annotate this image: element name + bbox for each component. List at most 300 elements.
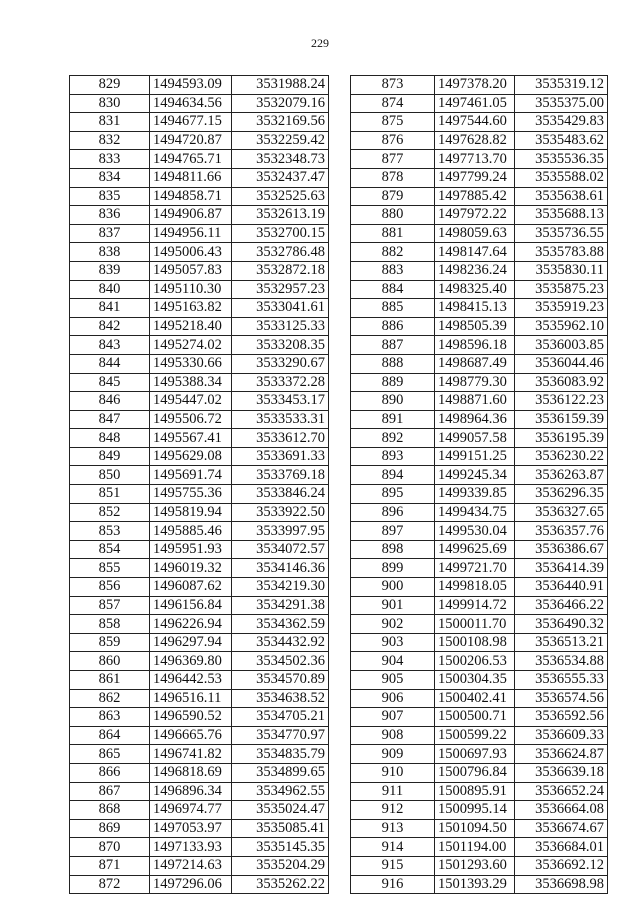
x-coordinate-cell: 1500796.84 (435, 763, 515, 782)
point-number-cell: 898 (351, 540, 435, 559)
x-coordinate-cell: 1496516.11 (150, 689, 232, 708)
y-coordinate-cell: 3535085.41 (232, 819, 329, 838)
x-coordinate-cell: 1494677.15 (150, 113, 232, 132)
x-coordinate-cell: 1497053.97 (150, 819, 232, 838)
coordinate-table-right-body (351, 76, 608, 894)
table-row (351, 503, 608, 522)
y-coordinate-cell: 3533997.95 (232, 522, 329, 541)
y-coordinate-cell: 3536159.39 (515, 410, 608, 429)
table-row (351, 485, 608, 504)
table-row (70, 615, 329, 634)
point-number-cell: 897 (351, 522, 435, 541)
y-coordinate-cell: 3536490.32 (515, 615, 608, 634)
table-row (351, 447, 608, 466)
x-coordinate-cell: 1496087.62 (150, 578, 232, 597)
table-row (351, 652, 608, 671)
x-coordinate-cell: 1497461.05 (435, 94, 515, 113)
table-row (70, 838, 329, 857)
y-coordinate-cell: 3534835.79 (232, 745, 329, 764)
y-coordinate-cell: 3533691.33 (232, 447, 329, 466)
table-row (351, 838, 608, 857)
y-coordinate-cell: 3533453.17 (232, 392, 329, 411)
point-number-cell: 864 (70, 726, 150, 745)
y-coordinate-cell: 3536230.22 (515, 447, 608, 466)
y-coordinate-cell: 3532437.47 (232, 168, 329, 187)
x-coordinate-cell: 1498059.63 (435, 224, 515, 243)
x-coordinate-cell: 1498505.39 (435, 317, 515, 336)
point-number-cell: 905 (351, 671, 435, 690)
x-coordinate-cell: 1495506.72 (150, 410, 232, 429)
table-row (70, 726, 329, 745)
x-coordinate-cell: 1497799.24 (435, 168, 515, 187)
x-coordinate-cell: 1497885.42 (435, 187, 515, 206)
table-row (70, 76, 329, 95)
x-coordinate-cell: 1495755.36 (150, 485, 232, 504)
x-coordinate-cell: 1495885.46 (150, 522, 232, 541)
x-coordinate-cell: 1499530.04 (435, 522, 515, 541)
x-coordinate-cell: 1501194.00 (435, 838, 515, 857)
y-coordinate-cell: 3535919.23 (515, 299, 608, 318)
x-coordinate-cell: 1499818.05 (435, 578, 515, 597)
table-row (70, 856, 329, 875)
y-coordinate-cell: 3536639.18 (515, 763, 608, 782)
point-number-cell: 901 (351, 596, 435, 615)
point-number-cell: 885 (351, 299, 435, 318)
x-coordinate-cell: 1499721.70 (435, 559, 515, 578)
x-coordinate-cell: 1495691.74 (150, 466, 232, 485)
y-coordinate-cell: 3536044.46 (515, 354, 608, 373)
table-row (70, 596, 329, 615)
point-number-cell: 875 (351, 113, 435, 132)
point-number-cell: 881 (351, 224, 435, 243)
x-coordinate-cell: 1496818.69 (150, 763, 232, 782)
point-number-cell: 841 (70, 299, 150, 318)
y-coordinate-cell: 3532079.16 (232, 94, 329, 113)
table-row (70, 94, 329, 113)
y-coordinate-cell: 3534146.36 (232, 559, 329, 578)
point-number-cell: 906 (351, 689, 435, 708)
table-row (351, 280, 608, 299)
x-coordinate-cell: 1494811.66 (150, 168, 232, 187)
y-coordinate-cell: 3535262.22 (232, 875, 329, 894)
y-coordinate-cell: 3535962.10 (515, 317, 608, 336)
point-number-cell: 845 (70, 373, 150, 392)
y-coordinate-cell: 3536357.76 (515, 522, 608, 541)
y-coordinate-cell: 3536664.08 (515, 801, 608, 820)
point-number-cell: 853 (70, 522, 150, 541)
point-number-cell: 867 (70, 782, 150, 801)
table-row (351, 875, 608, 894)
x-coordinate-cell: 1495951.93 (150, 540, 232, 559)
y-coordinate-cell: 3532700.15 (232, 224, 329, 243)
table-row (70, 224, 329, 243)
x-coordinate-cell: 1496226.94 (150, 615, 232, 634)
y-coordinate-cell: 3534502.36 (232, 652, 329, 671)
y-coordinate-cell: 3535638.61 (515, 187, 608, 206)
y-coordinate-cell: 3536263.87 (515, 466, 608, 485)
x-coordinate-cell: 1500304.35 (435, 671, 515, 690)
table-row (351, 615, 608, 634)
x-coordinate-cell: 1499434.75 (435, 503, 515, 522)
x-coordinate-cell: 1498596.18 (435, 336, 515, 355)
point-number-cell: 909 (351, 745, 435, 764)
y-coordinate-cell: 3534219.30 (232, 578, 329, 597)
page-number: 229 (311, 36, 329, 50)
table-row (351, 317, 608, 336)
table-row (351, 559, 608, 578)
x-coordinate-cell: 1496974.77 (150, 801, 232, 820)
table-row (351, 336, 608, 355)
x-coordinate-cell: 1498871.60 (435, 392, 515, 411)
point-number-cell: 878 (351, 168, 435, 187)
y-coordinate-cell: 3532348.73 (232, 150, 329, 169)
table-row (70, 168, 329, 187)
table-row (351, 131, 608, 150)
point-number-cell: 908 (351, 726, 435, 745)
table-row (351, 578, 608, 597)
table-row (351, 206, 608, 225)
x-coordinate-cell: 1499057.58 (435, 429, 515, 448)
y-coordinate-cell: 3532169.56 (232, 113, 329, 132)
table-row (351, 596, 608, 615)
point-number-cell: 832 (70, 131, 150, 150)
y-coordinate-cell: 3534899.65 (232, 763, 329, 782)
table-row (70, 763, 329, 782)
y-coordinate-cell: 3536609.33 (515, 726, 608, 745)
point-number-cell: 856 (70, 578, 150, 597)
x-coordinate-cell: 1498325.40 (435, 280, 515, 299)
x-coordinate-cell: 1499151.25 (435, 447, 515, 466)
y-coordinate-cell: 3534638.52 (232, 689, 329, 708)
x-coordinate-cell: 1495006.43 (150, 243, 232, 262)
x-coordinate-cell: 1500011.70 (435, 615, 515, 634)
x-coordinate-cell: 1497133.93 (150, 838, 232, 857)
y-coordinate-cell: 3536692.12 (515, 856, 608, 875)
table-row (70, 745, 329, 764)
x-coordinate-cell: 1494858.71 (150, 187, 232, 206)
point-number-cell: 880 (351, 206, 435, 225)
y-coordinate-cell: 3536195.39 (515, 429, 608, 448)
point-number-cell: 873 (351, 76, 435, 95)
table-row (70, 875, 329, 894)
point-number-cell: 896 (351, 503, 435, 522)
y-coordinate-cell: 3536296.35 (515, 485, 608, 504)
x-coordinate-cell: 1499914.72 (435, 596, 515, 615)
table-row (351, 168, 608, 187)
point-number-cell: 893 (351, 447, 435, 466)
point-number-cell: 876 (351, 131, 435, 150)
table-row (70, 578, 329, 597)
point-number-cell: 862 (70, 689, 150, 708)
table-row (70, 131, 329, 150)
y-coordinate-cell: 3535319.12 (515, 76, 608, 95)
x-coordinate-cell: 1495330.66 (150, 354, 232, 373)
table-row (351, 522, 608, 541)
y-coordinate-cell: 3532525.63 (232, 187, 329, 206)
point-number-cell: 859 (70, 633, 150, 652)
point-number-cell: 879 (351, 187, 435, 206)
table-row (70, 243, 329, 262)
point-number-cell: 843 (70, 336, 150, 355)
x-coordinate-cell: 1494956.11 (150, 224, 232, 243)
y-coordinate-cell: 3535736.55 (515, 224, 608, 243)
coordinate-table-right (350, 75, 608, 894)
table-row (351, 671, 608, 690)
point-number-cell: 840 (70, 280, 150, 299)
table-row (351, 708, 608, 727)
x-coordinate-cell: 1495110.30 (150, 280, 232, 299)
x-coordinate-cell: 1495567.41 (150, 429, 232, 448)
table-row (70, 671, 329, 690)
point-number-cell: 871 (70, 856, 150, 875)
x-coordinate-cell: 1500402.41 (435, 689, 515, 708)
coordinate-table-left-body (70, 76, 329, 894)
x-coordinate-cell: 1500206.53 (435, 652, 515, 671)
table-row (351, 299, 608, 318)
point-number-cell: 830 (70, 94, 150, 113)
point-number-cell: 903 (351, 633, 435, 652)
y-coordinate-cell: 3532957.23 (232, 280, 329, 299)
x-coordinate-cell: 1500895.91 (435, 782, 515, 801)
point-number-cell: 883 (351, 261, 435, 280)
point-number-cell: 891 (351, 410, 435, 429)
table-row (70, 559, 329, 578)
table-row (351, 150, 608, 169)
x-coordinate-cell: 1495447.02 (150, 392, 232, 411)
x-coordinate-cell: 1496156.84 (150, 596, 232, 615)
y-coordinate-cell: 3533125.33 (232, 317, 329, 336)
y-coordinate-cell: 3536122.23 (515, 392, 608, 411)
y-coordinate-cell: 3536083.92 (515, 373, 608, 392)
x-coordinate-cell: 1498147.64 (435, 243, 515, 262)
table-row (70, 392, 329, 411)
table-row (351, 801, 608, 820)
y-coordinate-cell: 3536440.91 (515, 578, 608, 597)
y-coordinate-cell: 3536555.33 (515, 671, 608, 690)
point-number-cell: 866 (70, 763, 150, 782)
point-number-cell: 887 (351, 336, 435, 355)
table-row (351, 113, 608, 132)
y-coordinate-cell: 3536327.65 (515, 503, 608, 522)
y-coordinate-cell: 3536466.22 (515, 596, 608, 615)
table-row (70, 299, 329, 318)
point-number-cell: 874 (351, 94, 435, 113)
y-coordinate-cell: 3533372.28 (232, 373, 329, 392)
table-row (70, 187, 329, 206)
point-number-cell: 899 (351, 559, 435, 578)
y-coordinate-cell: 3536652.24 (515, 782, 608, 801)
point-number-cell: 829 (70, 76, 150, 95)
point-number-cell: 870 (70, 838, 150, 857)
y-coordinate-cell: 3535830.11 (515, 261, 608, 280)
y-coordinate-cell: 3536624.87 (515, 745, 608, 764)
table-row (70, 466, 329, 485)
y-coordinate-cell: 3533208.35 (232, 336, 329, 355)
table-row (351, 94, 608, 113)
table-row (351, 373, 608, 392)
point-number-cell: 914 (351, 838, 435, 857)
point-number-cell: 838 (70, 243, 150, 262)
y-coordinate-cell: 3535024.47 (232, 801, 329, 820)
point-number-cell: 850 (70, 466, 150, 485)
x-coordinate-cell: 1497296.06 (150, 875, 232, 894)
x-coordinate-cell: 1499625.69 (435, 540, 515, 559)
point-number-cell: 892 (351, 429, 435, 448)
table-row (70, 503, 329, 522)
x-coordinate-cell: 1499339.85 (435, 485, 515, 504)
y-coordinate-cell: 3534291.38 (232, 596, 329, 615)
point-number-cell: 882 (351, 243, 435, 262)
table-row (351, 745, 608, 764)
point-number-cell: 857 (70, 596, 150, 615)
y-coordinate-cell: 3533290.67 (232, 354, 329, 373)
point-number-cell: 835 (70, 187, 150, 206)
table-row (70, 317, 329, 336)
point-number-cell: 884 (351, 280, 435, 299)
table-row (70, 113, 329, 132)
table-row (70, 410, 329, 429)
y-coordinate-cell: 3535536.35 (515, 150, 608, 169)
x-coordinate-cell: 1496896.34 (150, 782, 232, 801)
y-coordinate-cell: 3533612.70 (232, 429, 329, 448)
y-coordinate-cell: 3534362.59 (232, 615, 329, 634)
x-coordinate-cell: 1496741.82 (150, 745, 232, 764)
point-number-cell: 855 (70, 559, 150, 578)
y-coordinate-cell: 3533769.18 (232, 466, 329, 485)
table-row (351, 354, 608, 373)
table-row (351, 540, 608, 559)
y-coordinate-cell: 3536003.85 (515, 336, 608, 355)
point-number-cell: 913 (351, 819, 435, 838)
table-row (351, 726, 608, 745)
point-number-cell: 839 (70, 261, 150, 280)
table-row (70, 429, 329, 448)
y-coordinate-cell: 3535145.35 (232, 838, 329, 857)
y-coordinate-cell: 3534770.97 (232, 726, 329, 745)
y-coordinate-cell: 3536698.98 (515, 875, 608, 894)
point-number-cell: 865 (70, 745, 150, 764)
x-coordinate-cell: 1496665.76 (150, 726, 232, 745)
y-coordinate-cell: 3534962.55 (232, 782, 329, 801)
x-coordinate-cell: 1494634.56 (150, 94, 232, 113)
y-coordinate-cell: 3535483.62 (515, 131, 608, 150)
y-coordinate-cell: 3536684.01 (515, 838, 608, 857)
point-number-cell: 851 (70, 485, 150, 504)
point-number-cell: 836 (70, 206, 150, 225)
x-coordinate-cell: 1496297.94 (150, 633, 232, 652)
x-coordinate-cell: 1500500.71 (435, 708, 515, 727)
y-coordinate-cell: 3535204.29 (232, 856, 329, 875)
y-coordinate-cell: 3533533.31 (232, 410, 329, 429)
table-row (351, 410, 608, 429)
point-number-cell: 860 (70, 652, 150, 671)
table-row (70, 801, 329, 820)
y-coordinate-cell: 3535429.83 (515, 113, 608, 132)
x-coordinate-cell: 1495819.94 (150, 503, 232, 522)
y-coordinate-cell: 3536534.88 (515, 652, 608, 671)
table-row (351, 763, 608, 782)
table-row (351, 819, 608, 838)
point-number-cell: 863 (70, 708, 150, 727)
point-number-cell: 911 (351, 782, 435, 801)
point-number-cell: 844 (70, 354, 150, 373)
table-row (351, 466, 608, 485)
table-row (70, 819, 329, 838)
point-number-cell: 868 (70, 801, 150, 820)
table-row (70, 354, 329, 373)
y-coordinate-cell: 3532259.42 (232, 131, 329, 150)
table-row (70, 708, 329, 727)
table-row (351, 689, 608, 708)
point-number-cell: 888 (351, 354, 435, 373)
point-number-cell: 869 (70, 819, 150, 838)
point-number-cell: 907 (351, 708, 435, 727)
table-row (351, 633, 608, 652)
point-number-cell: 877 (351, 150, 435, 169)
table-row (351, 187, 608, 206)
x-coordinate-cell: 1495388.34 (150, 373, 232, 392)
point-number-cell: 894 (351, 466, 435, 485)
x-coordinate-cell: 1497972.22 (435, 206, 515, 225)
y-coordinate-cell: 3532613.19 (232, 206, 329, 225)
y-coordinate-cell: 3533846.24 (232, 485, 329, 504)
point-number-cell: 831 (70, 113, 150, 132)
coordinate-table-left (69, 75, 329, 894)
x-coordinate-cell: 1501293.60 (435, 856, 515, 875)
x-coordinate-cell: 1495274.02 (150, 336, 232, 355)
point-number-cell: 854 (70, 540, 150, 559)
y-coordinate-cell: 3535588.02 (515, 168, 608, 187)
x-coordinate-cell: 1494720.87 (150, 131, 232, 150)
point-number-cell: 895 (351, 485, 435, 504)
table-row (351, 243, 608, 262)
x-coordinate-cell: 1498964.36 (435, 410, 515, 429)
x-coordinate-cell: 1497628.82 (435, 131, 515, 150)
y-coordinate-cell: 3532786.48 (232, 243, 329, 262)
table-row (351, 261, 608, 280)
x-coordinate-cell: 1496369.80 (150, 652, 232, 671)
table-row (70, 447, 329, 466)
y-coordinate-cell: 3533922.50 (232, 503, 329, 522)
table-row (70, 633, 329, 652)
x-coordinate-cell: 1496019.32 (150, 559, 232, 578)
point-number-cell: 849 (70, 447, 150, 466)
x-coordinate-cell: 1495218.40 (150, 317, 232, 336)
table-row (351, 782, 608, 801)
x-coordinate-cell: 1497214.63 (150, 856, 232, 875)
y-coordinate-cell: 3535688.13 (515, 206, 608, 225)
point-number-cell: 834 (70, 168, 150, 187)
y-coordinate-cell: 3536574.56 (515, 689, 608, 708)
table-row (70, 336, 329, 355)
x-coordinate-cell: 1497713.70 (435, 150, 515, 169)
x-coordinate-cell: 1495629.08 (150, 447, 232, 466)
x-coordinate-cell: 1500599.22 (435, 726, 515, 745)
table-row (351, 76, 608, 95)
point-number-cell: 915 (351, 856, 435, 875)
x-coordinate-cell: 1494765.71 (150, 150, 232, 169)
table-row (70, 373, 329, 392)
x-coordinate-cell: 1499245.34 (435, 466, 515, 485)
x-coordinate-cell: 1501393.29 (435, 875, 515, 894)
point-number-cell: 837 (70, 224, 150, 243)
y-coordinate-cell: 3534072.57 (232, 540, 329, 559)
point-number-cell: 847 (70, 410, 150, 429)
y-coordinate-cell: 3533041.61 (232, 299, 329, 318)
table-row (351, 429, 608, 448)
table-row (70, 782, 329, 801)
point-number-cell: 910 (351, 763, 435, 782)
